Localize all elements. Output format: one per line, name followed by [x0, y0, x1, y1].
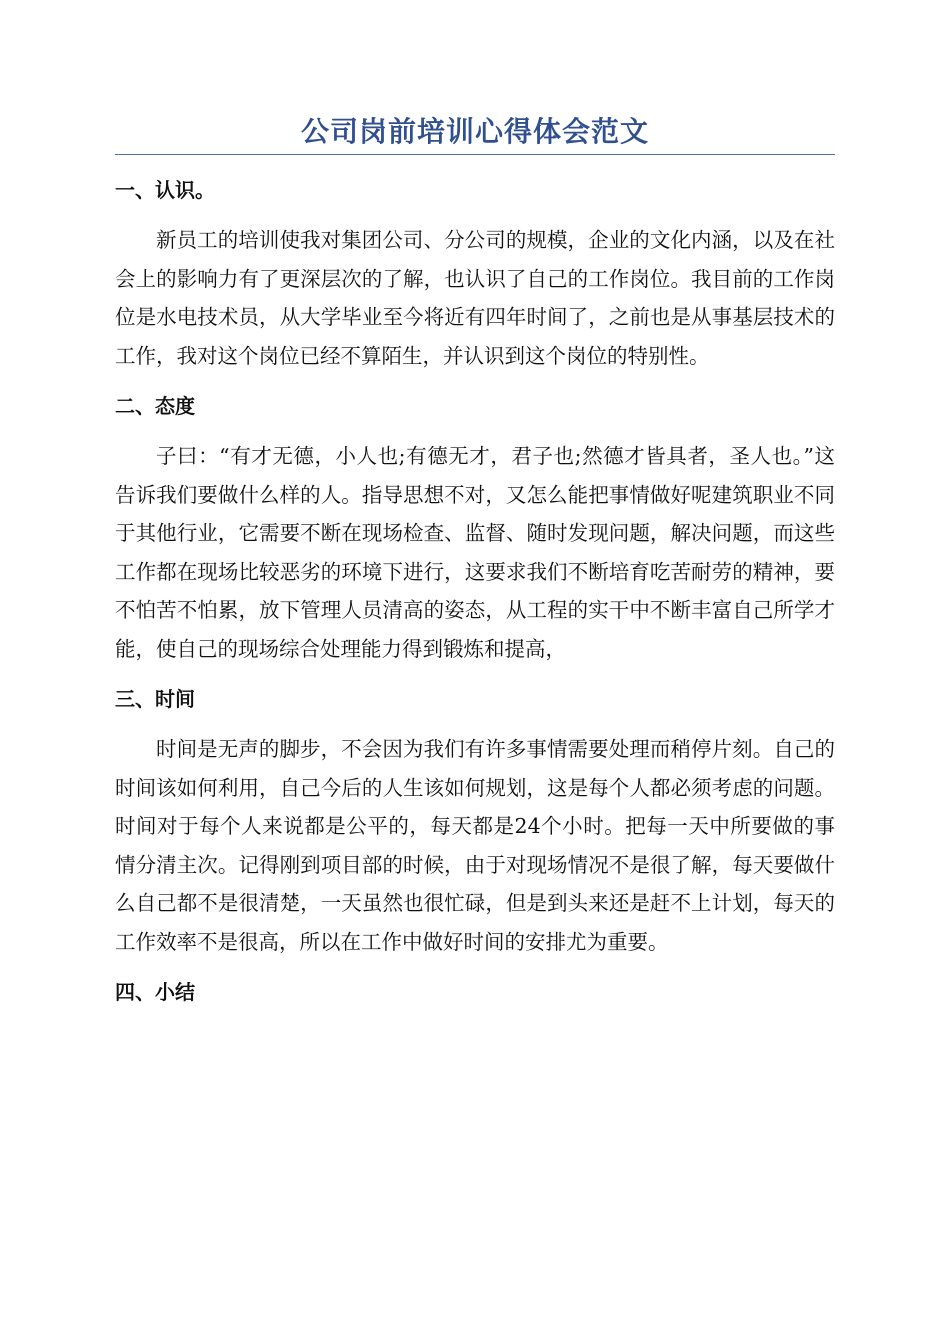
section-heading: 一、认识。	[115, 178, 215, 202]
section-heading: 四、小结	[115, 980, 195, 1004]
section-paragraph: 新员工的培训使我对集团公司、分公司的规模，企业的文化内涵，以及在社会上的影响力有了更深层次的了解，也认识了自己的工作岗位。我目前的工作岗位是水电技术员，从大学毕业至今将近有四年时间了，之前也是从事基层技术的工作，我对这个岗位已经不算陌生，并认识到这个岗位的特别性。	[115, 228, 835, 368]
section-time	[115, 684, 835, 961]
section-paragraph: 时间是无声的脚步，不会因为我们有许多事情需要处理而稍停片刻。自己的时间该如何利用，自己今后的人生该如何规划，这是每个人都必须考虑的问题。时间对于每个人来说都是公平的，每天都是24个小时。把每一天中所要做的事情分清主次。记得刚到项目部的时候，由于对现场情况不是很了解，每天要做什么自己都不是很清楚，一天虽然也很忙碌，但是到头来还是赶不上计划，每天的工作效率不是很高，所以在工作中做好时间的安排尤为重要。	[115, 737, 835, 954]
section-heading: 二、态度	[115, 394, 195, 418]
section-summary	[115, 977, 835, 1007]
section-paragraph: 子曰：“有才无德，小人也;有德无才，君子也;然德才皆具者，圣人也。”这告诉我们要做什么样的人。指导思想不对，又怎么能把事情做好呢建筑职业不同于其他行业，它需要不断在现场检查、监督、随时发现问题，解决问题，而这些工作都在现场比较恶劣的环境下进行，这要求我们不断培育吃苦耐劳的精神，要不怕苦不怕累，放下管理人员清高的姿态，从工程的实干中不断丰富自己所学才能，使自己的现场综合处理能力得到锻炼和提高，	[115, 444, 835, 661]
section-attitude	[115, 391, 835, 668]
document-page	[115, 112, 835, 1023]
title-underline	[115, 154, 835, 155]
document-title: 公司岗前培训心得体会范文	[300, 115, 649, 148]
section-recognition	[115, 175, 835, 375]
section-heading: 三、时间	[115, 687, 195, 711]
